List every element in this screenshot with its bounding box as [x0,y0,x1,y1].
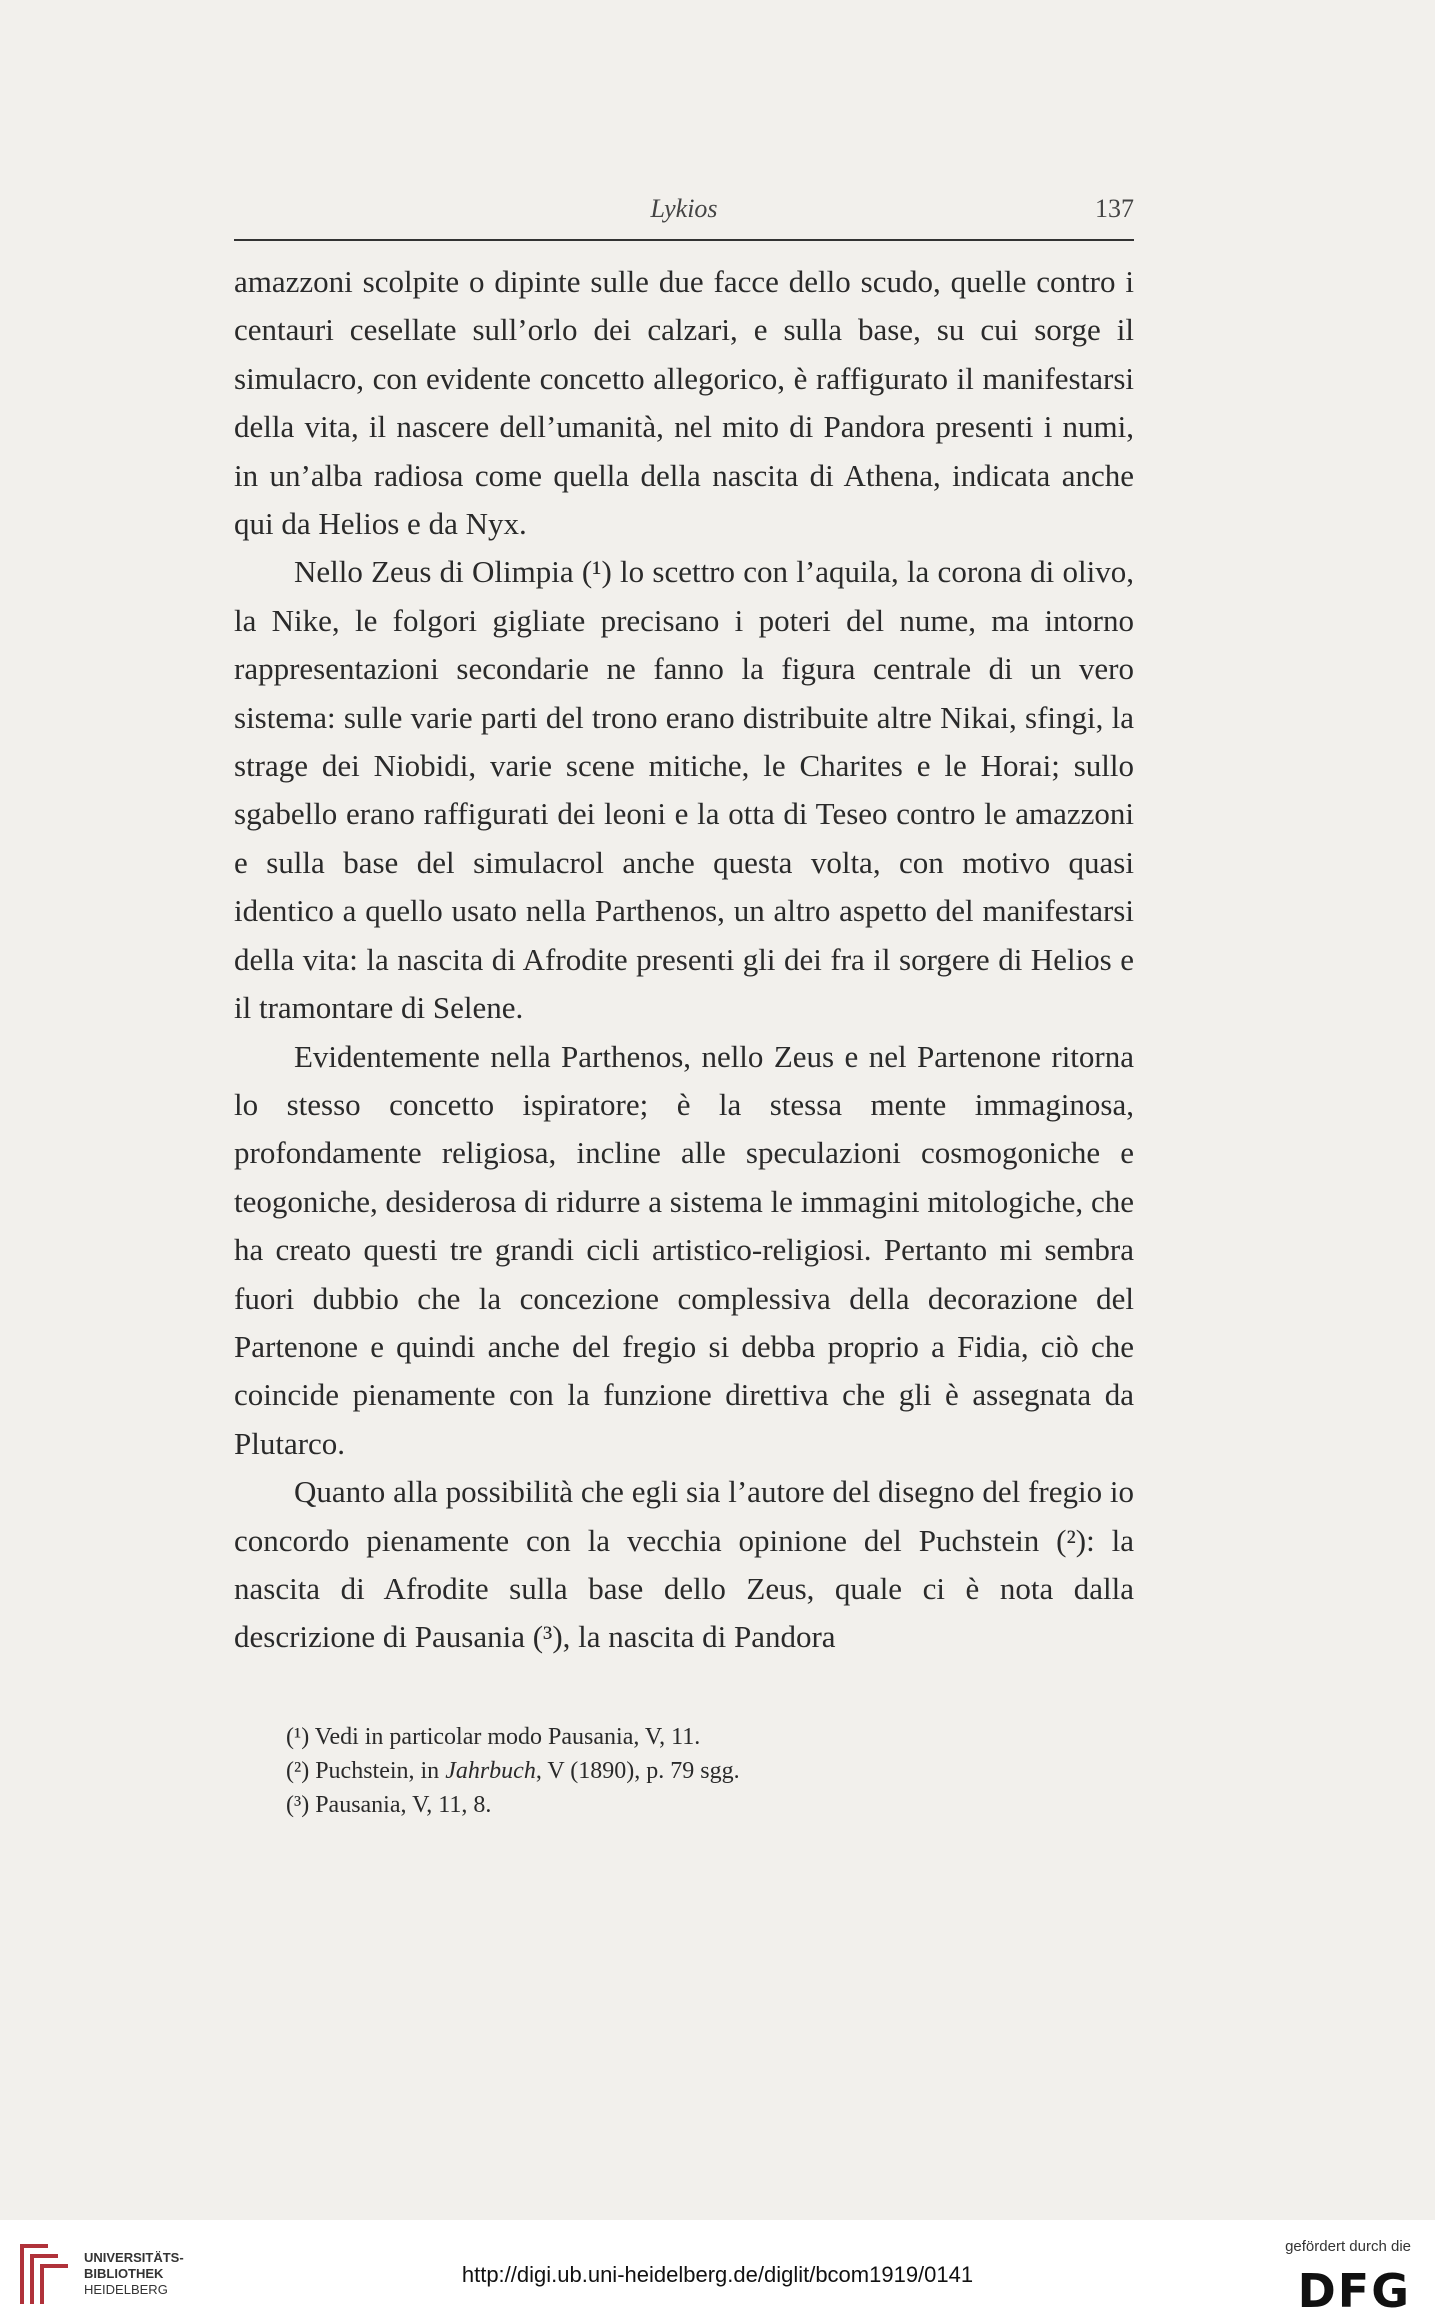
paragraph: Quanto alla possibilità che egli sia l’autore del disegno del fregio io concordo pienamente con la vecchia opinione del Puchstein (²): la nascita di Afrodite sulla base dello Zeus, quale ci è nota dalla descrizione di Pausania (³), la nascita di Pandora [234,1474,1134,1655]
page-number: 137 [1095,194,1134,223]
running-title: Lykios [650,194,718,223]
paragraph: amazzoni scolpite o dipinte sulle due facce dello scudo, quelle contro i centauri cesellate sull’orlo dei calzari, e sulla base, su cui sorge il simulacro, con evidente concetto allegorico, è raffigurato il manifestarsi della vita, il nascere dell’umanità, nel mito di Pandora presenti i numi, in un’alba radiosa come quella della nascita di Athena, indicata anche qui da Helios e da Nyx. [234,264,1134,542]
dfg-logo: DFG [1297,2264,1411,2318]
footnote-text: Pausania, V, 11, 8. [315,1792,492,1818]
footnote-mark: (¹) [286,1724,310,1750]
header-rule [234,239,1134,241]
running-head [234,190,1134,230]
paragraph: Evidentemente nella Parthenos, nello Zeus e nel Partenone ritorna lo stesso concetto ispiratore; è la stessa mente immaginosa, profondamente religiosa, incline alle speculazioni cosmogoniche e teogoniche, desiderosa di ridurre a sistema le immagini mitologiche, che ha creato questi tre grandi cicli artistico-religiosi. Pertanto mi sembra fuori dubbio che la concezione complessiva della decorazione del Partenone e quindi anche del fregio si debba proprio a Fidia, ciò che coincide pienamente con la funzione direttiva che gli è assegnata da Plutarco. [234,1038,1134,1461]
footnotes [286,1720,1116,1822]
library-name: UNIVERSITÄTS- BIBLIOTHEK HEIDELBERG [84,2250,184,2297]
footnote [286,1788,1116,1822]
footnote-mark: (²) [286,1758,310,1784]
footnote [286,1754,1116,1788]
footnote-text: Vedi in particolar modo Pausania, V, 11. [314,1724,701,1750]
journal-title: Jahrbuch [445,1758,536,1784]
footnote-mark: (³) [286,1792,310,1818]
funder-note: gefördert durch die [1285,2238,1411,2255]
permalink[interactable]: http://digi.ub.uni-heidelberg.de/diglit/bcom1919/0141 [461,2262,974,2287]
footnote-text: Puchstein, in [315,1758,446,1784]
body-text [234,258,1134,1662]
footnote [286,1720,1116,1754]
footer-bar [0,2220,1435,2324]
paragraph: Nello Zeus di Olimpia (¹) lo scettro con l’aquila, la corona di olivo, la Nike, le folgori gigliate precisano i poteri del nume, ma intorno rappresentazioni secondarie ne fanno la figura centrale di un vero sistema: sulle varie parti del trono erano distribuite altre Nikai, sfingi, la strage dei Niobidi, varie scene mitiche, le Charites e le Horai; sullo sgabello erano raffigurati dei leoni e la otta di Teseo contro le amazzoni e sulla base del simulacrol anche questa volta, con motivo quasi identico a quello usato nella Parthenos, un altro aspetto del manifestarsi della vita: la nascita di Afrodite presenti gli dei fra il sorgere di Helios e il tramontare di Selene. [234,554,1134,1026]
footnote-text: , V (1890), p. 79 sgg. [535,1758,740,1784]
